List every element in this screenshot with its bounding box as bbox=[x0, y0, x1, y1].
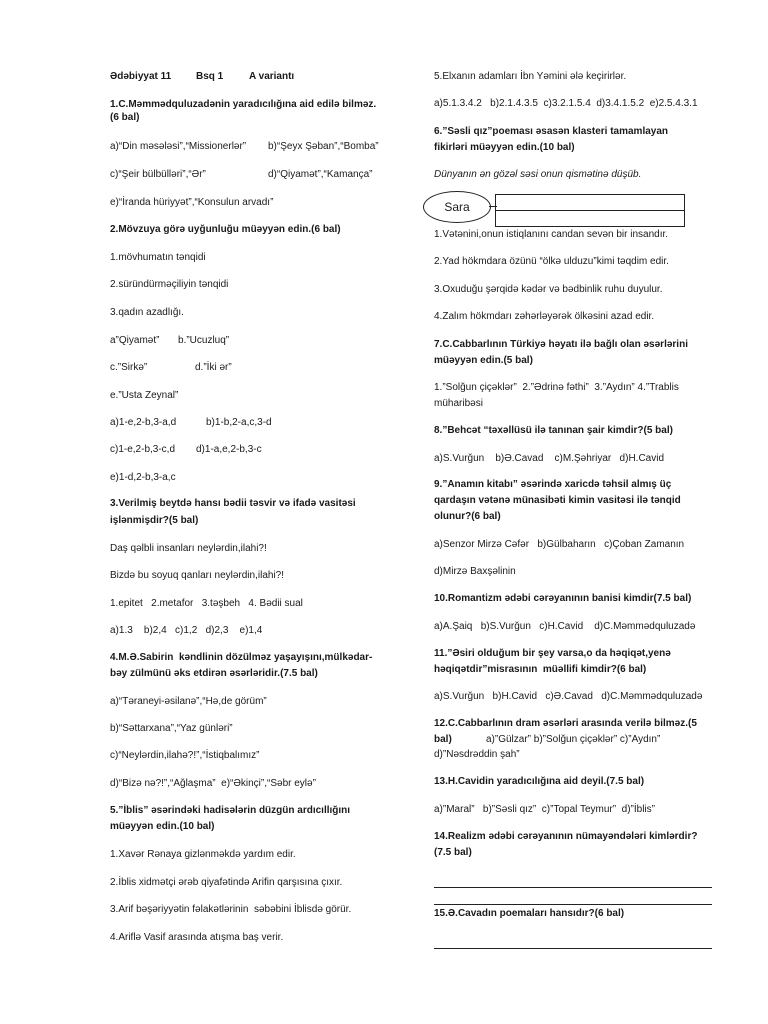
verse-line-2: Bizdə bu soyuq qanları neylərdin,ilahi?! bbox=[110, 570, 284, 581]
options: a)5.1.3.4.2 b)2.1.4.3.5 c)3.2.1.5.4 d)3.4.1.5.2 e)2.5.4.3.1 bbox=[434, 98, 698, 109]
question-title: 13.H.Cavidin yaradıcılığına aid deyil.(7.5 bal) bbox=[434, 776, 645, 787]
question-title-cont: müəyyən edin.(10 bal) bbox=[110, 821, 215, 832]
items: 1.”Solğun çiçəklər” 2.”Ədrinə fəthi” 3.”Aydın” 4.”Trablis bbox=[434, 382, 679, 393]
question-title: 15.Ə.Cavadın poemaları hansıdır?(6 bal) bbox=[434, 908, 625, 919]
option-d: d)1-a,e,2-b,3-c bbox=[196, 444, 262, 455]
option-a: a)“Təraneyi-əsilanə”,“Hə,de görüm” bbox=[110, 696, 267, 707]
option-a: a)“Din məsələsi”,“Missionerlər” bbox=[110, 141, 247, 152]
question-title-cont2: olunur?(6 bal) bbox=[434, 511, 501, 522]
question-title: 11.”Əsiri olduğum bir şey varsa,o da həqiqət,yenə bbox=[434, 648, 671, 659]
quote: Dünyanın ən gözəl səsi onun qismətinə düşüb. bbox=[434, 169, 642, 180]
subject: Ədəbiyyat 11 bbox=[110, 71, 172, 82]
question-title: 9.”Anamın kitabı” əsərində xaricdə təhsil almış üç bbox=[434, 479, 672, 490]
divider bbox=[434, 904, 712, 905]
option-c: c)1-e,2-b,3-c,d bbox=[110, 444, 176, 455]
option-e: e)“İranda hüriyyət”,“Konsulun arvadı” bbox=[110, 197, 274, 208]
answer-box-1[interactable] bbox=[495, 194, 685, 211]
item-1: 1.mövhumatın tənqidi bbox=[110, 252, 206, 263]
option-a: a)1-e,2-b,3-a,d bbox=[110, 417, 177, 428]
options: a)S.Vurğun b)H.Cavid c)Ə.Cavad d)C.Məmmədquluzadə bbox=[434, 691, 703, 702]
options: a)”Maral” b)”Səsli qız” c)”Topal Teymur” d)”İblis” bbox=[434, 804, 655, 815]
options: a)1.3 b)2,4 c)1,2 d)2,3 e)1,4 bbox=[110, 625, 263, 636]
question-points: bal) bbox=[434, 734, 452, 745]
question-title: 7.C.Cabbarlının Türkiyə həyatı ilə bağlı olan əsərlərini bbox=[434, 339, 688, 350]
question-points: (6 bal) bbox=[110, 112, 140, 123]
item-3: 3.Oxuduğu şərqidə kədər və bədbinlik ruhu duyulur. bbox=[434, 284, 663, 295]
question-title: 12.C.Cabbarlının dram əsərləri arasında verilə bilməz.(5 bbox=[434, 718, 697, 729]
question-title: 2.Mövzuya görə uyğunluğu müəyyən edin.(6 bal) bbox=[110, 224, 341, 235]
item-2: 2.Yad hökmdara özünü “ölkə ulduzu”kimi təqdim edir. bbox=[434, 256, 669, 267]
question-title: 10.Romantizm ədəbi cərəyanının banisi kimdir(7.5 bal) bbox=[434, 593, 692, 604]
items-cont: müharibəsi bbox=[434, 398, 483, 409]
answer-line[interactable] bbox=[434, 887, 712, 888]
item-4: 4.Ariflə Vasif arasında atışma baş verir. bbox=[110, 932, 284, 943]
item-2: 2.süründürməçiliyin tənqidi bbox=[110, 279, 229, 290]
test-label: Bsq 1 bbox=[196, 71, 224, 82]
work-e: e.”Usta Zeynal” bbox=[110, 390, 179, 401]
option-c: c)“Neylərdin,ilahə?!”,“İstiqbalımız” bbox=[110, 750, 260, 761]
variant-label: A variantı bbox=[249, 71, 295, 82]
question-title: 8.”Behcət “təxəllüsü ilə tanınan şair kimdir?(5 bal) bbox=[434, 425, 673, 436]
question-title: 6.”Səsli qız”poeması əsasən klasteri tamamlayan bbox=[434, 126, 669, 137]
item-3: 3.Arif bəşəriyyətin fəlakətlərinin səbəbini İblisdə görür. bbox=[110, 904, 352, 915]
option-b: b)“Şeyx Şəban”,“Bomba” bbox=[268, 141, 379, 152]
answer-line[interactable] bbox=[434, 948, 712, 949]
option-d-e: d)“Bizə nə?!”,“Ağlaşma” e)“Əkinçi”,“Səbr eylə” bbox=[110, 778, 316, 789]
option-d: d)Mirzə Baxşəlinin bbox=[434, 566, 516, 577]
question-title-cont: bəy zülmünü əks etdirən əsərləridir.(7.5 bal) bbox=[110, 668, 318, 679]
options: a)A.Şaiq b)S.Vurğun c)H.Cavid d)C.Məmmədquluzadə bbox=[434, 621, 696, 632]
work-a: a”Qiyamət” bbox=[110, 335, 160, 346]
question-title: 14.Realizm ədəbi cərəyanının nümayəndələri kimlərdir? bbox=[434, 831, 698, 842]
cluster-oval: Sara bbox=[423, 191, 491, 223]
question-title-cont: qardaşın vətənə münasibəti kimin vasitəsi ilə tənqid bbox=[434, 495, 681, 506]
option-d: d)“Qiyamət”,“Kamança” bbox=[268, 169, 373, 180]
question-title: 5.”İblis” əsərindəki hadisələrin düzgün ardıcıllığını bbox=[110, 805, 351, 816]
item-4: 4.Zalım hökmdarı zəhərləyərək ölkəsini azad edir. bbox=[434, 311, 655, 322]
question-title-cont: müəyyən edin.(5 bal) bbox=[434, 355, 533, 366]
question-points: (7.5 bal) bbox=[434, 847, 472, 858]
question-title: 1.C.Məmmədquluzadənin yaradıcılığına aid edilə bilməz. bbox=[110, 99, 377, 110]
option-b: b)“Səttarxana”,“Yaz günləri” bbox=[110, 723, 233, 734]
item-3: 3.qadın azadlığı. bbox=[110, 307, 184, 318]
item-2: 2.İblis xidmətçi ərəb qiyafətində Arifin qarşısına çıxır. bbox=[110, 877, 343, 888]
option-b: b)1-b,2-a,c,3-d bbox=[206, 417, 272, 428]
work-d: d.”İki ər” bbox=[195, 362, 232, 373]
options: a)Senzor Mirzə Cəfər b)Gülbaharın c)Çoban Zamanın bbox=[434, 539, 685, 550]
option-e: e)1-d,2-b,3-a,c bbox=[110, 472, 176, 483]
item-5: 5.Elxanın adamları İbn Yəmini ələ keçirirlər. bbox=[434, 71, 627, 82]
question-title: 3.Verilmiş beytdə hansı bədii təsvir və ifadə vasitəsi bbox=[110, 498, 356, 509]
items: 1.epitet 2.metafor 3.təşbeh 4. Bədii sual bbox=[110, 598, 303, 609]
option-c: c)“Şeir bülbülləri”,“Ər” bbox=[110, 169, 206, 180]
verse-line-1: Daş qəlbli insanları neylərdin,ilahi?! bbox=[110, 543, 267, 554]
question-points: işlənmişdir?(5 bal) bbox=[110, 515, 199, 526]
item-1: 1.Vətənini,onun istiqlanını candan sevən bir insandır. bbox=[434, 229, 669, 240]
options: a)”Gülzar” b)”Solğun çiçəklər” c)”Aydın” bbox=[486, 734, 661, 745]
options: a)S.Vurğun b)Ə.Cavad c)M.Şəhriyar d)H.Cavid bbox=[434, 453, 665, 464]
question-title-cont: fikirləri müəyyən edin.(10 bal) bbox=[434, 142, 575, 153]
item-1: 1.Xavər Rənaya gizlənməkdə yardım edir. bbox=[110, 849, 296, 860]
work-c: c.”Sirkə” bbox=[110, 362, 148, 373]
question-title: 4.M.Ə.Sabirin kəndlinin dözülməz yaşayışını,mülkədar- bbox=[110, 652, 373, 663]
answer-box-2[interactable] bbox=[495, 210, 685, 227]
options-cont: d)”Nəsdrəddin şah” bbox=[434, 749, 520, 760]
question-title-cont: həqiqətdir”misrasının müəllifi kimdir?(6 bal) bbox=[434, 664, 647, 675]
work-b: b.”Ucuzluq” bbox=[178, 335, 230, 346]
